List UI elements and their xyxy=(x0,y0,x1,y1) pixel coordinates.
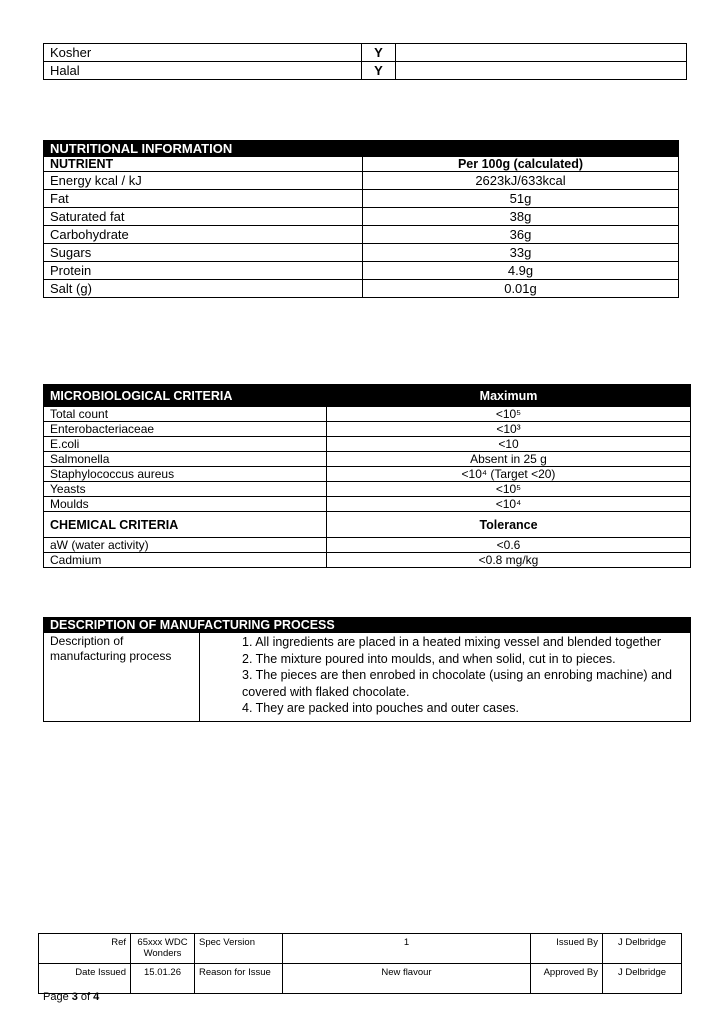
criteria-value: <0.6 xyxy=(327,538,691,553)
dietary-row xyxy=(44,62,687,80)
manufacturing-title: DESCRIPTION OF MANUFACTURING PROCESS xyxy=(44,618,691,633)
page-total: 4 xyxy=(93,991,100,1003)
table-row xyxy=(44,226,679,244)
dietary-value: Y xyxy=(362,44,396,62)
reason-value: New flavour xyxy=(283,964,531,994)
tolerance-column-header: Tolerance xyxy=(327,512,691,538)
manufacturing-table xyxy=(43,617,691,722)
table-row xyxy=(44,244,679,262)
nutrient-name: Sugars xyxy=(44,244,363,262)
table-row xyxy=(44,452,691,467)
criteria-name: aW (water activity) xyxy=(44,538,327,553)
nutrition-title: NUTRITIONAL INFORMATION xyxy=(44,141,679,157)
process-step: 2. The mixture poured into moulds, and when solid, cut in to pieces. xyxy=(242,651,616,666)
approved-by-value: J Delbridge xyxy=(603,964,682,994)
criteria-value: <10⁴ (Target <20) xyxy=(327,467,691,482)
criteria-name: Cadmium xyxy=(44,553,327,568)
document-footer-table xyxy=(38,933,682,994)
nutrient-name: Energy kcal / kJ xyxy=(44,172,363,190)
dietary-label: Kosher xyxy=(44,44,362,62)
page-prefix: Page xyxy=(43,991,72,1003)
nutrient-name: Salt (g) xyxy=(44,280,363,298)
criteria-name: Staphylococcus aureus xyxy=(44,467,327,482)
date-issued-value: 15.01.26 xyxy=(131,964,195,994)
table-row xyxy=(44,482,691,497)
nutrient-value: 33g xyxy=(363,244,679,262)
table-row xyxy=(44,497,691,512)
nutrition-table xyxy=(43,140,679,298)
nutrient-value: 2623kJ/633kcal xyxy=(363,172,679,190)
nutrient-name: Carbohydrate xyxy=(44,226,363,244)
process-step: 3. The pieces are then enrobed in chocolate (using an enrobing machine) and covered with flaked chocolate. xyxy=(242,668,672,699)
criteria-value: <0.8 mg/kg xyxy=(327,553,691,568)
nutrient-name: Saturated fat xyxy=(44,208,363,226)
table-row xyxy=(44,208,679,226)
table-row xyxy=(44,437,691,452)
criteria-value: <10⁵ xyxy=(327,407,691,422)
table-row xyxy=(44,407,691,422)
nutrient-value: 36g xyxy=(363,226,679,244)
page-of: of xyxy=(77,991,94,1003)
dietary-table xyxy=(43,43,687,80)
maximum-column-header: Maximum xyxy=(327,385,691,407)
criteria-name: Salmonella xyxy=(44,452,327,467)
nutrient-name: Fat xyxy=(44,190,363,208)
table-row xyxy=(44,467,691,482)
criteria-name: Enterobacteriaceae xyxy=(44,422,327,437)
date-issued-label: Date Issued xyxy=(39,964,131,994)
nutrient-value: 4.9g xyxy=(363,262,679,280)
nutrient-column-header: NUTRIENT xyxy=(44,157,363,172)
nutrient-value: 0.01g xyxy=(363,280,679,298)
criteria-name: Moulds xyxy=(44,497,327,512)
dietary-label: Halal xyxy=(44,62,362,80)
issued-by-label: Issued By xyxy=(531,934,603,964)
criteria-name: Yeasts xyxy=(44,482,327,497)
table-row xyxy=(44,190,679,208)
process-step: 1. All ingredients are placed in a heated mixing vessel and blended together xyxy=(242,635,662,649)
criteria-value: <10⁵ xyxy=(327,482,691,497)
spec-version-label: Spec Version xyxy=(195,934,283,964)
issued-by-value: J Delbridge xyxy=(603,934,682,964)
criteria-value: Absent in 25 g xyxy=(327,452,691,467)
approved-by-label: Approved By xyxy=(531,964,603,994)
table-row xyxy=(44,553,691,568)
micro-criteria-table xyxy=(43,384,691,568)
dietary-note xyxy=(396,62,687,80)
table-row xyxy=(44,538,691,553)
table-row xyxy=(44,262,679,280)
table-row xyxy=(44,172,679,190)
criteria-name: E.coli xyxy=(44,437,327,452)
page-number xyxy=(43,991,99,1003)
manufacturing-label: Description of manufacturing process xyxy=(44,633,200,722)
reason-label: Reason for Issue xyxy=(195,964,283,994)
chemical-title: CHEMICAL CRITERIA xyxy=(44,512,327,538)
dietary-row xyxy=(44,44,687,62)
dietary-value: Y xyxy=(362,62,396,80)
criteria-name: Total count xyxy=(44,407,327,422)
criteria-value: <10 xyxy=(327,437,691,452)
dietary-note xyxy=(396,44,687,62)
spec-version-value: 1 xyxy=(283,934,531,964)
process-step: 4. They are packed into pouches and outer cases. xyxy=(242,701,520,715)
per-100g-column-header: Per 100g (calculated) xyxy=(363,157,679,172)
ref-value: 65xxx WDC Wonders xyxy=(131,934,195,964)
nutrient-value: 51g xyxy=(363,190,679,208)
ref-label: Ref xyxy=(39,934,131,964)
page-current: 3 xyxy=(71,991,78,1003)
table-row xyxy=(44,422,691,437)
table-row xyxy=(44,280,679,298)
micro-title: MICROBIOLOGICAL CRITERIA xyxy=(44,385,327,407)
criteria-value: <10⁴ xyxy=(327,497,691,512)
manufacturing-steps xyxy=(200,633,691,722)
nutrient-value: 38g xyxy=(363,208,679,226)
nutrient-name: Protein xyxy=(44,262,363,280)
criteria-value: <10³ xyxy=(327,422,691,437)
